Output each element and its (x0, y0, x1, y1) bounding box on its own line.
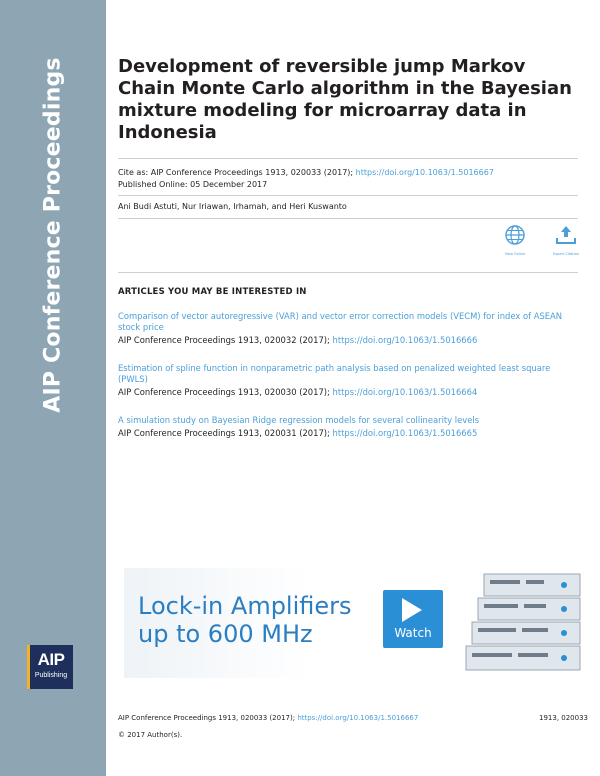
citation-text: Cite as: AIP Conference Proceedings 1913, 020033 (2017); (118, 168, 354, 177)
related-article-doi-link[interactable]: https://doi.org/10.1063/1.5016665 (332, 428, 478, 438)
watch-video-button[interactable] (383, 590, 443, 648)
related-article-doi-link[interactable]: https://doi.org/10.1063/1.5016666 (332, 335, 478, 345)
related-article-cite-text: AIP Conference Proceedings 1913, 020030 (2017); (118, 387, 330, 397)
related-article-title-link[interactable]: Estimation of spline function in nonparametric path analysis based on penalized weighted least square (PWLS) (118, 363, 551, 384)
citation-doi-link[interactable]: https://doi.org/10.1063/1.5016667 (355, 168, 494, 177)
published-date: Published Online: 05 December 2017 (118, 180, 268, 189)
related-article-title-link[interactable]: Comparison of vector autoregressive (VAR) and vector error correction models (VECM) for index of ASEAN stock price (118, 311, 563, 332)
aip-publishing-logo[interactable] (29, 645, 73, 689)
related-article-title-link[interactable]: A simulation study on Bayesian Ridge regression models for several collinearity levels (118, 415, 480, 425)
divider (118, 272, 578, 273)
play-icon (402, 598, 422, 622)
related-articles-heading: ARTICLES YOU MAY BE INTERESTED IN (118, 287, 307, 297)
related-article-cite-text: AIP Conference Proceedings 1913, 020032 (2017); (118, 335, 330, 345)
divider (118, 158, 578, 159)
related-article-citation (118, 335, 578, 346)
related-article-doi-link[interactable]: https://doi.org/10.1063/1.5016664 (332, 387, 478, 397)
ad-subheadline: up to 600 MHz (138, 620, 313, 648)
export-citation-label: Export Citation (552, 252, 580, 256)
related-article-cite-text: AIP Conference Proceedings 1913, 020031 (2017); (118, 428, 330, 438)
divider (118, 218, 578, 219)
citation-line (118, 167, 494, 179)
author-list: Ani Budi Astuti, Nur Iriawan, Irhamah, and Heri Kuswanto (118, 202, 347, 211)
related-article-citation (118, 428, 578, 439)
related-article (118, 311, 578, 346)
watch-label: Watch (394, 626, 432, 640)
paper-title: Development of reversible jump Markov Chain Monte Carlo algorithm in the Bayesian mixture modeling for microarray data in Indonesia (118, 56, 572, 143)
logo-subtitle: Publishing (34, 672, 68, 679)
footer-page-id: 1913, 020033 (539, 714, 588, 722)
logo-mark: AIP (37, 650, 65, 669)
advertisement-banner[interactable] (124, 568, 588, 678)
export-citation-button[interactable] (541, 224, 591, 256)
ad-headline: Lock-in Amplifiers (138, 592, 352, 620)
globe-icon (504, 224, 526, 246)
journal-name: AIP Conference Proceedings (40, 57, 66, 413)
footer-citation: AIP Conference Proceedings 1913, 020033 (2017); (118, 714, 296, 722)
related-article (118, 415, 578, 439)
view-online-label: View Online (504, 252, 526, 256)
export-icon (555, 224, 577, 246)
related-article-citation (118, 387, 578, 398)
divider (118, 195, 578, 196)
view-online-button[interactable] (490, 224, 540, 256)
page-footer (118, 714, 588, 722)
related-article (118, 363, 578, 398)
journal-sidebar (0, 0, 106, 776)
lock-in-amplifier-image (464, 568, 588, 678)
footer-doi-link[interactable]: https://doi.org/10.1063/1.5016667 (297, 714, 419, 722)
copyright-notice: © 2017 Author(s). (118, 731, 183, 739)
